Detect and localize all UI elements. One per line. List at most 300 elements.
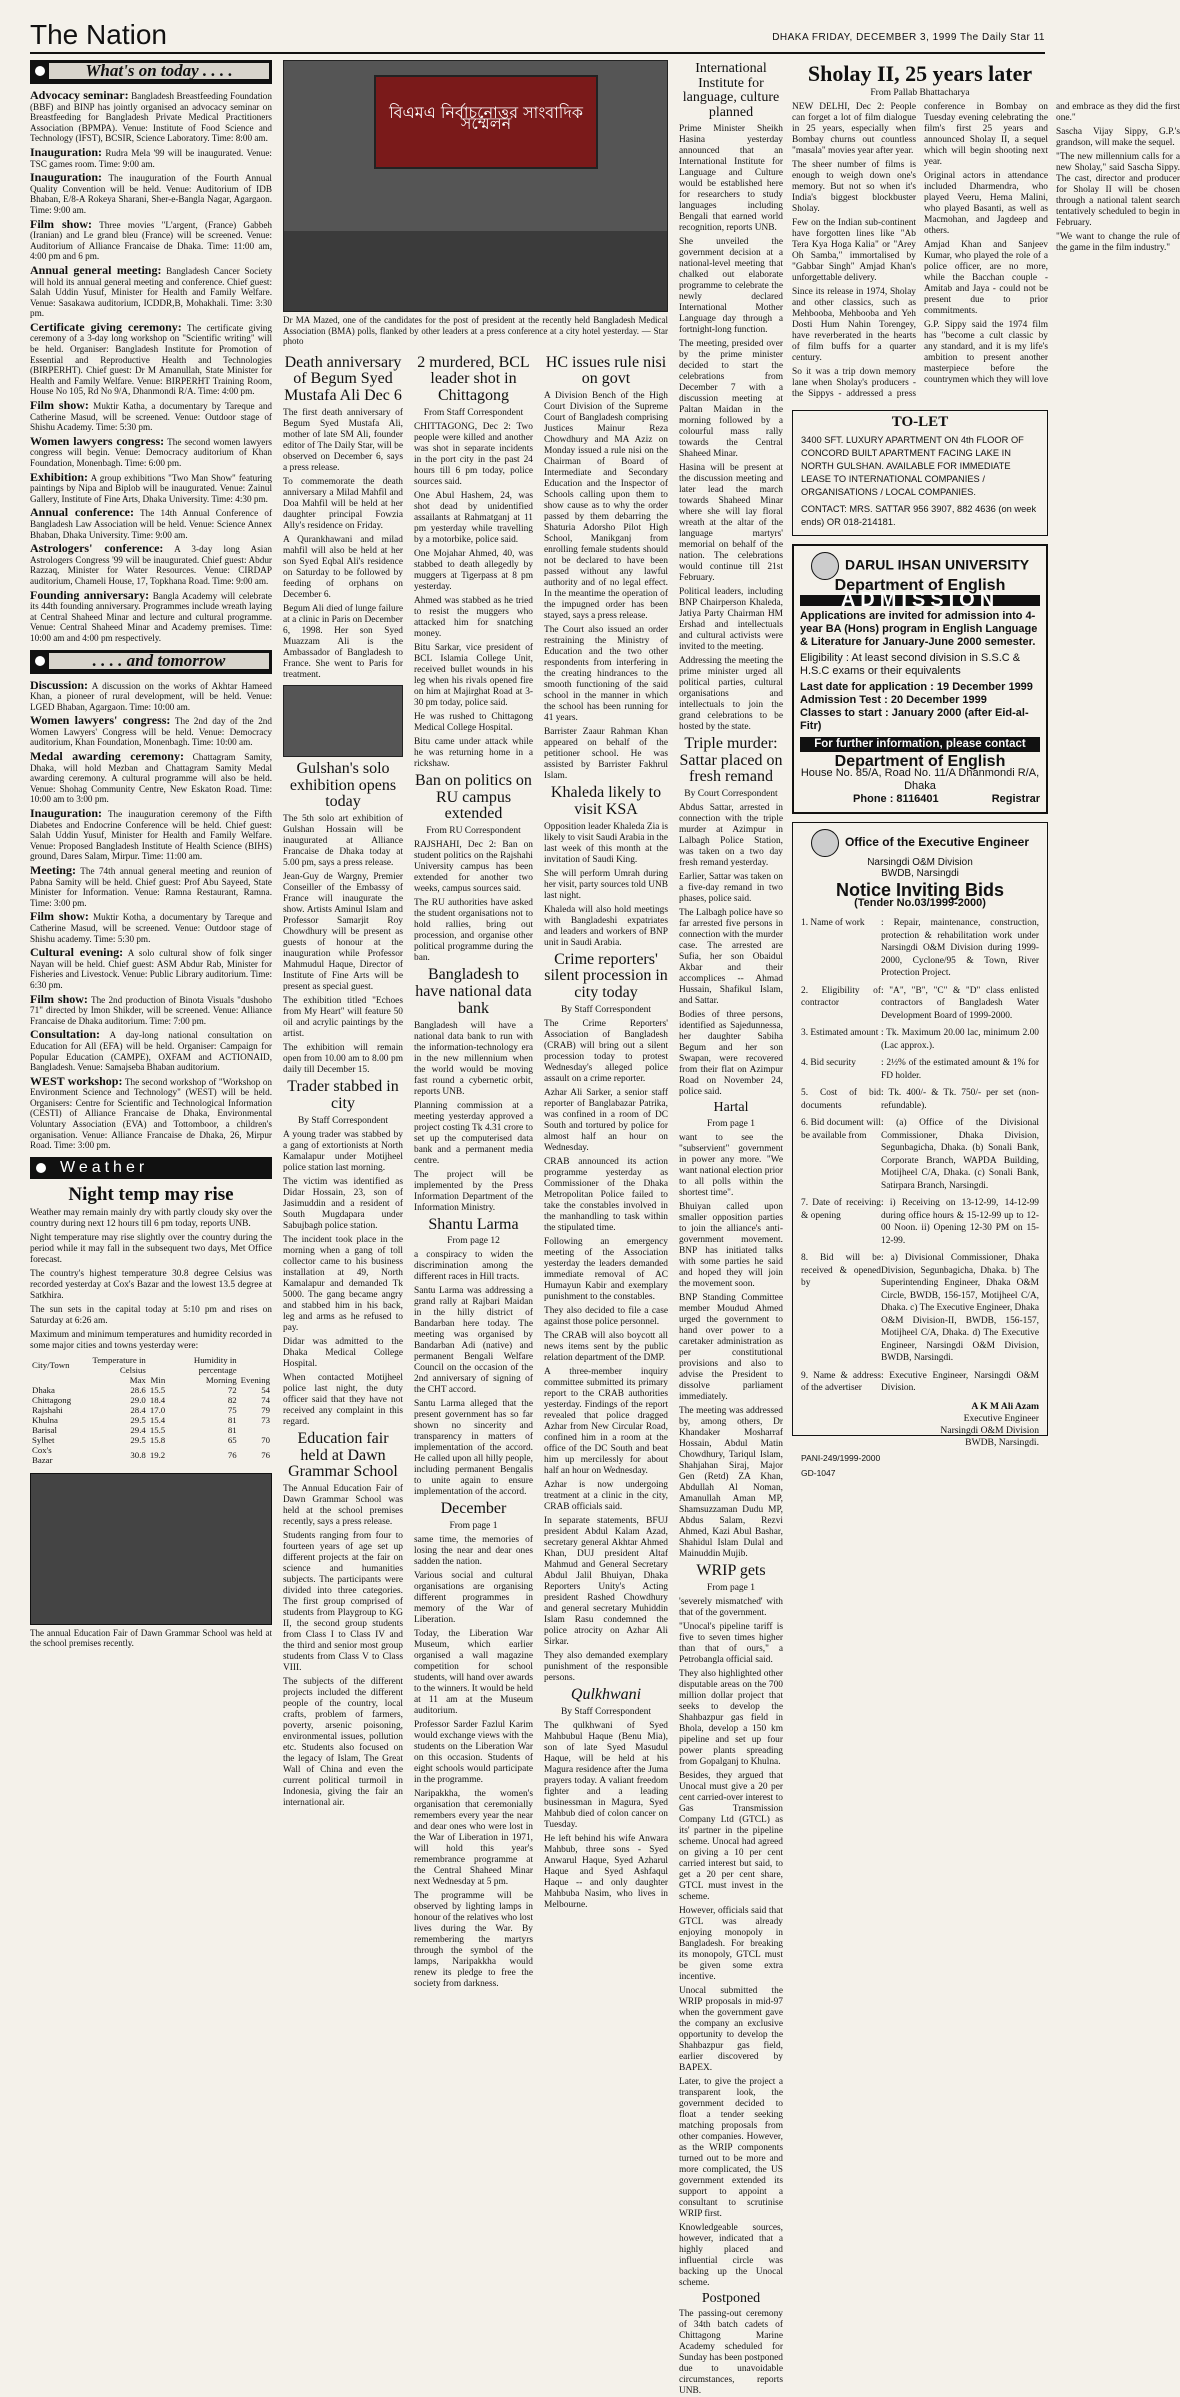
paragraph: "Unocal's pipeline tariff is five to seven times higher than that of ours," a Petrobangla official said.: [679, 1621, 783, 1665]
subcol-b: [414, 353, 533, 1990]
notice-value: : Executive Engineer, Narsingdi O&M Division.: [881, 1370, 1039, 1394]
headline-trader: Trader stabbed in city: [287, 1078, 399, 1113]
press-banner: বিএমএ নির্বাচনোত্তর সাংবাদিক সম্মেলন: [374, 75, 598, 169]
university-ad: [792, 544, 1048, 814]
event-item: [30, 172, 272, 215]
table-header-cell: Evening: [240, 1374, 270, 1385]
event-text: Three movies "L'argent, (France) Gabbeh (Iranian) and Le grand bleu (France) will be screened. Venue: Auditorium of Alliance Francaise de Dhaka. Time: 11:00 am, 4:00 pm and 6 pm.: [30, 219, 273, 262]
event-label: Film show:: [30, 216, 92, 231]
event-text: The certificate giving ceremony of a 3-day long workshop on "Scientific writing" will be held. Organiser: Bangladesh Institute for Promotion of Essential and Reproductive Health and Technologies (BIRPERHT). Chief guest: Dr M Amanullah, State Minister for Health and Family Welfare. Venue: BIRPERHT Training Room, House No 105, Rd No 9/A, Dhanmondi R/A. Time: 4:00 pm.: [30, 322, 272, 397]
paragraph: Barrister Zaaur Rahman Khan appeared on behalf of the petitioner school. He was assisted by Barrister Fakhrul Islam.: [544, 727, 668, 782]
weather-table: [30, 1355, 272, 1465]
paragraph: Bangladesh will have a national data bank to run with the information-technology era in the new millennium when the world would be moving fast round a cybernetic orbit, reports UNB.: [414, 1020, 533, 1097]
admission-body: Applications are invited for admission into 4-year BA (Hons) program in English Language & Literature for January-June 2000 semester.: [800, 610, 1038, 649]
headline-ru-ban: Ban on politics on RU campus extended: [415, 771, 532, 823]
headline-khaleda: Khaleda likely to visit KSA: [550, 784, 662, 818]
paragraph: The Lalbagh police have so far arrested five persons in connection with the murder case. The arrested are Sufia, her son Obaidul Akbar and their accomplices -- Ahmad Hussain, Shafikul Islam, and Sattar.: [679, 908, 783, 1007]
contact-address: House No. 85/A, Road No. 11/A Dhanmondi R/A, Dhaka: [800, 767, 1040, 793]
table-cell: [239, 1425, 272, 1435]
notice-rows: [801, 917, 1039, 1395]
paragraph: Night temperature may rise slightly over the country during the period while it may fall in the subsequent two days, Met Office forecast.: [30, 1232, 272, 1265]
paragraph: Besides, they argued that Unocal must give a 20 per cent carried-over interest to Gas Transmission Company Ltd (GTCL) as its' partner in the pipeline scheme. Unocal had agreed on giving a 10 per cent carried interest but said, to get a 20 per cent share, GTCL must invest in the scheme.: [679, 1770, 783, 1902]
event-item: [30, 507, 272, 540]
tolet-ad: [792, 410, 1048, 536]
headline-hc-rule: HC issues rule nisi on govt: [545, 353, 667, 388]
article-ru-ban: [414, 840, 533, 964]
paragraph: "We want to change the rule of the game in the film industry.": [1056, 232, 1180, 254]
paragraph: A Qurankhawani and milad mahfil will also be held at her son Syed Eqbal Ali's residence on Saturday to be followed by feeding of orphans on December 6.: [283, 534, 403, 600]
headline-death-anniversary: Death anniversary of Begum Syed Mustafa Ali Dec 6: [284, 353, 402, 405]
from-page: From page 12: [447, 1236, 500, 1247]
paragraph: Sascha Vijay Sippy, G.P.'s grandson, will make the sequel.: [1056, 127, 1180, 149]
notice-row: [801, 1027, 1039, 1052]
article-data-bank: [414, 1021, 533, 1214]
article-crime-reporters: [544, 1019, 668, 1684]
weather-banner: Weather: [30, 1157, 272, 1179]
event-label: Inauguration:: [30, 170, 103, 185]
event-label: Founding anniversary:: [30, 587, 150, 602]
event-text: The 14th Annual Conference of Bangladesh Law Association will be held. Venue: Science Annex Bhaban, Dhaka University. Time: 9:00 am.: [30, 508, 273, 540]
weather-headline: Night temp may rise: [68, 1183, 234, 1205]
paragraph: Bodies of three persons, identified as Sajedunnessa, her daughter Sabiha Begum and her son Swapan, were recovered from their flat on Azimpur Road on November 24, police said.: [679, 1010, 783, 1098]
event-text: The inauguration ceremony of the Fifth Diabetes and Endocrine Conference will be held. Chief guest: Salah Uddin Yusuf, Minister for Health and Family Welfare. Venue: Proposed Bangladesh Institute of Health Science (BIHS) ground, Dares Salam, Mirpur. Time: 11:00 am.: [30, 809, 272, 862]
table-cell: 76: [261, 1449, 270, 1460]
notice-row: [801, 1370, 1039, 1395]
table-cell: 74: [261, 1394, 270, 1405]
article-language-institute: [679, 124, 783, 733]
event-text: A solo cultural show of folk singer Nayan will be held. Chief guest: ASM Abdur Rab, Minister for Fisheries and Livestock. Venue: Public Library auditorium. Time: 6:30 pm.: [30, 948, 272, 990]
paragraph: So it was a trip down memory lane when Sholay's producers - the Sippys - addressed a press conference in Bombay on Tuesday evening celebrating the film's first 25 years and announced Sholay II, a sequel which will begin shooting next year.: [792, 102, 1048, 400]
event-item: [30, 543, 272, 586]
photo-caption: Dr MA Mazed, one of the candidates for the post of president at the recently held Bangladesh Medical Association (BMA) polls, flanked by other leaders at a press conference at a city hotel yesterday. — Star photo: [283, 315, 668, 346]
table-cell: 70: [261, 1434, 270, 1445]
news-column: [679, 60, 783, 2397]
paragraph: The RU authorities have asked the student organisations not to hold rallies, bring out procession, and organise other political programme during the ban.: [414, 898, 533, 964]
university-logo-icon: [811, 552, 839, 580]
paragraph: Jean-Guy de Wargny, Premier Conseiller of the Embassy of France will inaugurate the show. Artists Aminul Islam and Professor Samarjit Roy Chowdhury will be present as guests of honour at the inauguration while Professor Mahmudul Haque, Director of Institute of Fine Arts will be present as special guest.: [283, 872, 403, 993]
paragraph: 'severely mismatched' with that of the government.: [679, 1596, 783, 1618]
classes-start: Classes to start : January 2000 (after Eid-al-Fitr): [800, 707, 1029, 733]
notice-value: : Tk. 400/- & Tk. 750/- per set (non-refundable).: [881, 1088, 1039, 1111]
table-cell: 81: [227, 1424, 237, 1435]
event-label: Film show:: [30, 398, 89, 413]
paragraph: Didar was admitted to the Dhaka Medical College Hospital.: [283, 1336, 403, 1369]
paragraph: The subjects of the different projects included the different people of the country, local crafts, problem of farmers, poverty, arsenic poisoning, environmental issues, pollution etc. Students also focused on the legacy of Islam, The Great Wall of China and even the current political turmoil in Indonesia, giving the fair an international air.: [283, 1677, 403, 1809]
eligibility: Eligibility : At least second division in S.S.C & H.S.C exams or their equivalents: [800, 652, 1021, 678]
paragraph: want to see the "subservient" government in power any more. "We want national election prior to all polls within the shortest time".: [679, 1132, 783, 1198]
school-fair-photo: [30, 1473, 272, 1625]
contact-banner: For further information, please contact: [800, 737, 1040, 752]
from-page: From page 1: [706, 1118, 756, 1129]
table-cell: 17.0: [149, 1404, 166, 1415]
paragraph: NEW DELHI, Dec 2: People can forget a lot of film dialogue in 25 years, especially when Bombay churns out countless "masala" movies year after year.: [792, 102, 916, 157]
table-cell: Khulna: [32, 1414, 58, 1425]
event-label: Certificate giving ceremony:: [30, 319, 182, 334]
table-cell: 30.8: [130, 1449, 146, 1460]
event-label: Film show:: [30, 909, 89, 924]
notice-value: : Tk. Maximum 20.00 lac, minimum 2.00 (Lac approx.).: [881, 1028, 1039, 1051]
event-item: [30, 1073, 273, 1151]
paragraph: Students ranging from four to fourteen years of age set up different projects at the fair on science and humanities subjects. The participants were divided into three categories. The first group comprised of students from Playgroup to KG II, the second group students from Class I to Class IV and the third and senior most group students from Class V to Class VIII.: [283, 1531, 403, 1674]
headline-triple-murder: Triple murder: Sattar placed on fresh remand: [679, 734, 783, 786]
event-item: [30, 715, 272, 748]
event-item: [30, 677, 272, 713]
headline-qulkhwani: Qulkhwani: [570, 1686, 642, 1704]
paragraph: Bitu Sarkar, vice president of BCL Islamia College Unit, received bullet wounds in his leg when his rivals opened fire on him at Majirghat Road at 3-30 pm today, police said.: [414, 642, 533, 708]
event-text: Muktir Katha, a documentary by Tareque and Catherine Masud, will be screened. Venue: Outdoor stage of Shishu Academy. Time: 5:30 pm.: [30, 401, 273, 433]
subcol-a: [283, 353, 403, 1809]
event-label: Annual general meeting:: [30, 262, 162, 277]
event-item: [30, 469, 272, 505]
paragraph: However, officials said that GTCL was already enjoying monopoly in Bangladesh. For breaking its monopoly, GTCL must be given some extra incentive.: [679, 1905, 783, 1982]
headline-shantu-larma: Shantu Larma: [428, 1215, 519, 1233]
section-title: The Nation: [30, 19, 167, 50]
event-text: Bangladesh Breastfeeding Foundation (BBF) and BINP has jointly organised an advocacy seminar on Breastfeeding for Bangladesh Private Medical Practitioners Association (BPMPA). Venue: Institute of Food Science and Technology (IFST), BCSIR, Science Laboratory. Time: 8:00 am.: [30, 91, 272, 144]
article-trader: [283, 1130, 403, 1428]
paragraph: The country's highest temperature 30.8 degree Celsius was recorded yesterday at Cox's Bazar and the lowest 13.5 degree at Satkhira.: [30, 1268, 272, 1301]
paragraph: CRAB announced its action programme yesterday as Commissioner of the Dhaka Metropolitan Police failed to take the constables involved in the manhandling to task within the stipulated time.: [544, 1157, 668, 1234]
paragraph: same time, the memories of losing the near and dear ones sadden the nation.: [414, 1535, 533, 1568]
masthead: [30, 18, 1045, 54]
paragraph: She will perform Umrah during her visit, party sources told UNB last night.: [544, 868, 668, 901]
paragraph: The Annual Education Fair of Dawn Grammar School was held at the school premises recently, says a press release.: [283, 1484, 403, 1528]
notice-row: [801, 917, 1039, 980]
article-sholay: [792, 102, 1180, 402]
event-label: Inauguration:: [30, 806, 103, 821]
headline-crime-reporters: Crime reporters' silent procession in city today: [544, 950, 668, 1002]
paragraph: To commemorate the death anniversary a Milad Mahfil and Doa Mahfil will be held at her daughter principal Fowzia Ally's residence on Friday.: [283, 476, 403, 531]
bullet-icon: [35, 66, 45, 76]
table-cell: 15.5: [149, 1424, 166, 1435]
table-header-cell: City/Town: [32, 1359, 70, 1370]
department-name: Department of English: [834, 577, 1006, 595]
paragraph: The meeting, presided over by the prime minister decided to start the celebrations from December 7 with a discussion meeting at Paltan Maidan in the morning followed by a colourful mass rally towards the Central Shaheed Minar.: [679, 338, 783, 459]
article-shantu-larma: [414, 1250, 533, 1498]
paragraph: Santu Larma was addressing a grand rally at Rajbari Maidan in the hilly district of Bandarban here today. The meeting was organised by Bandarban Adi (native) and permanent Bengali Welfare Council on the occasion of the 2nd anniversary of signing of the CHT accord.: [414, 1286, 533, 1396]
event-label: Cultural evening:: [30, 945, 124, 960]
table-cell: 29.5: [130, 1434, 146, 1445]
university-name: DARUL IHSAN UNIVERSITY: [800, 552, 1040, 580]
event-item: [30, 90, 272, 144]
paragraph: The project will be implemented by the Press Information Department of the Information Ministry.: [414, 1169, 533, 1213]
paragraph: They also demanded exemplary punishment of the responsible persons.: [544, 1651, 668, 1684]
table-cell: 79: [261, 1404, 270, 1415]
paragraph: Maximum and minimum temperatures and humidity recorded in some major cities and towns yesterday were:: [30, 1329, 272, 1351]
paragraph: The incident took place in the morning when a gang of toll collector came to his business installation at 49, North Kamalapur and demanded Tk 5000. The gang became angry and stabbed him in his back, leg and arms as he refused to pay.: [283, 1234, 403, 1333]
paragraph: They also decided to file a case against those police personnel.: [544, 1306, 668, 1328]
table-cell: Cox's Bazar: [32, 1444, 53, 1465]
contact-phone: Phone : 8116401 Registrar: [853, 793, 1040, 806]
table-cell: 82: [227, 1394, 237, 1405]
paragraph: Bhuiyan called upon smaller opposition parties to join the alliance's anti-government movement. BNP has initiated talks with some parties he said and hoped they will join the movement soon.: [679, 1201, 783, 1289]
paragraph: Political leaders, including BNP Chairperson Khaleda, Jatiya Party Chairman HM Ershad and intellectuals and cultural activists were invited to the meeting.: [679, 586, 783, 652]
paragraph: A Division Bench of the High Court Division of the Supreme Court of Bangladesh comprising Justices Mainur Reza Chowdhury and MA Aziz on Monday issued a rule nisi on the Chairman of Board of Intermediate and Secondary Education and the Inspector of Schools calling upon them to show cause as to why the order passed by them debarring the Shaturia Adorsho Pilot High School, Manikganj from enrolling female students should not be declared to have been passed without any lawful authority and of no legal effect. In the meantime the operation of the impugned order has been stayed, says a press release.: [544, 391, 668, 622]
event-label: Discussion:: [30, 677, 89, 692]
notice-row: [801, 1197, 1039, 1247]
article-hc-rule: [544, 391, 668, 782]
table-cell: 19.2: [149, 1449, 166, 1460]
event-item: [30, 262, 273, 319]
event-text: The second women lawyers congress will begin. Venue: Democracy auditorium of Khan Foundation, Monenbagh. Time: 6:00 pm.: [30, 436, 272, 468]
notice-value: : (a) Office of the Divisional Commissioner, Dhaka Division, Segunbagicha, Dhaka. (b) Sonali Bank, Corporate Branch, WAPDA Building, Motijheel C/A, Dhaka. (c) Sonali Bank, Satirpara Branch, Narsingdi.: [881, 1118, 1039, 1191]
headline-december: December: [440, 1500, 507, 1518]
notice-title: Notice Inviting Bids: [835, 880, 1004, 901]
event-text: A group exhibitions "Two Man Show" featuring paintings by Nipa and Biplob will be inaugurated. Venue: Zainul Gallery, Institute of Fine Arts, Dhaka University. Time: 4:30 pm.: [30, 472, 272, 504]
paragraph: The CRAB will also boycott all news items sent by the public relation department of the DMP.: [544, 1331, 668, 1364]
table-header-cell: Morning: [205, 1374, 237, 1385]
paragraph: Following an emergency meeting of the Association yesterday the leaders demanded immediate removal of AC Humayun Kabir and exemplary punishment to the constables.: [544, 1237, 668, 1303]
event-label: Astrologers' conference:: [30, 541, 164, 556]
byline: From Pallab Bhattacharya: [870, 88, 970, 99]
event-label: Women lawyers congress:: [30, 433, 165, 448]
event-label: Women lawyers' congress:: [30, 713, 171, 728]
signatory-title: Executive Engineer: [963, 1412, 1039, 1424]
paragraph: Amjad Khan and Sanjeev Kumar, who played the role of a police officer, are no more, while the Bacchan couple - Amitab and Jaya - could not be present due to prior commitments.: [924, 240, 1048, 317]
table-header-cell: [148, 1355, 167, 1375]
article-wrip: [679, 1597, 783, 2289]
tomorrow-events: [30, 677, 273, 1151]
paragraph: The exhibition will remain open from 10.00 am to 8.00 pm daily till December 15.: [283, 1043, 403, 1076]
paragraph: Azhar is now undergoing treatment at a clinic in the city, CRAB officials said.: [544, 1480, 668, 1513]
notice-key: 5. Cost of bid documents: [801, 1088, 881, 1111]
bullet-icon: [35, 656, 45, 666]
article-education-fair: [283, 1484, 403, 1809]
event-item: [30, 319, 272, 397]
event-text: A discussion on the works of Akhtar Hameed Khan, a pioneer of rural development, will be held. Venue: LGED Bhaban, Agargaon. Time: 10:00 am.: [30, 680, 272, 712]
byline: From RU Correspondent: [426, 826, 521, 837]
table-cell: 15.8: [149, 1434, 166, 1445]
table-cell: 65: [227, 1434, 237, 1445]
notice-key: 7. Date of receiving & opening: [801, 1198, 881, 1221]
paragraph: The Court also issued an order restraining the Ministry of Education and the two other respondents from interfering in the creating hindrances to the smooth functioning of the said school in the manner in which the school has been running for 41 years.: [544, 625, 668, 724]
table-cell: 15.5: [149, 1384, 166, 1395]
notice-row: [801, 1252, 1039, 1365]
article-december: [414, 1535, 533, 1990]
byline: By Staff Correspondent: [560, 1005, 652, 1016]
headline-hartal: Hartal: [713, 1100, 749, 1116]
headline-sholay: Sholay II, 25 years later: [807, 61, 1033, 86]
events-column: [30, 60, 273, 1649]
event-text: The 2nd day of the 2nd Women Lawyers' Congress will be held. Venue: Democracy auditorium, Khan Foundation, Monenbagh. Time: 10:00 am.: [30, 716, 272, 748]
event-label: Advocacy seminar:: [30, 88, 129, 102]
event-label: Meeting:: [30, 863, 76, 877]
byline: By Court Correspondent: [684, 789, 778, 800]
event-text: Muktir Kotha, a documentary by Tareque and Catherine Masud, will be screened. Venue: Outdoor stage of Shishu academy. Time: 5:30 pm.: [30, 912, 272, 944]
event-item: [30, 587, 272, 644]
table-cell: Barisal: [32, 1424, 57, 1435]
paragraph: The victim was identified as Didar Hossain, 23, son of Jasimuddin and a resident of South Mugdapara under Sabujbagh police station.: [283, 1176, 403, 1231]
headline-postponed: Postponed: [701, 2290, 761, 2306]
paragraph: The sheer number of films is enough to weigh down one's memory. But not so when it's India's biggest blockbuster Sholay.: [792, 160, 916, 215]
contact-department: Department of English: [834, 753, 1006, 771]
school-fair-caption: The annual Education Fair of Dawn Grammar School was held at the school premises recently.: [30, 1627, 272, 1649]
paragraph: Santu Larma alleged that the present government has so far shown no sincerity and transparency in matters of implementation of the accord. He called upon all hilly people, including permanent Bengalis to unite again to ensure implementation of the accord.: [414, 1399, 533, 1498]
paragraph: Bitu came under attack while he was returning home in a rickshaw.: [414, 736, 533, 769]
gd-ref: GD-1047: [801, 1467, 836, 1478]
paragraph: Later, to give the project a transparent look, the government decided to float a tender seeking matching proposals from other companies. However, as the WRIP components turned out to be more and more complicated, the US government extended its support to appoint a consultant to scrutinise WRIP first.: [679, 2076, 783, 2219]
table-row: [30, 1435, 272, 1445]
event-item: [30, 433, 272, 469]
notice-row: [801, 1087, 1039, 1112]
paragraph: Khaleda will also hold meetings with Bangladeshi expatriates and leaders and workers of BNP unit in Saudi Arabia.: [544, 904, 668, 948]
center-column: [283, 60, 668, 1990]
paragraph: One Abul Hashem, 24, was shot dead by unidentified assailants at Rahmatganj at 11 pm yesterday while travelling by a motorbike, police said.: [414, 490, 533, 545]
notice-inviting-bids: [792, 822, 1048, 1478]
signatory-place: BWDB, Narsingdi.: [965, 1436, 1039, 1448]
paragraph: A three-member inquiry committee submitted its primary report to the CRAB authorities yesterday. Findings of the report revealed that police dragged Azhar from New Circular Road, confined him in a room at the office of the DC South and beat him up mercilessly for about half an hour on Wednesday.: [544, 1367, 668, 1477]
event-label: Exhibition:: [30, 469, 89, 484]
tender-number: (Tender No.03/1999-2000): [854, 897, 986, 910]
paragraph: The qulkhwani of Syed Mahbubul Haque (Benu Mia), son of late Syed Masudul Haque, will be held at his Magura residence after the Juma prayers today. A valiant freedom fighter and a leading businessman in Magura, Syed Mahbub died of colon cancer on Tuesday.: [544, 1720, 668, 1830]
paragraph: RAJSHAHI, Dec 2: Ban on student politics on the Rajshahi University campus has been extended for another two weeks, campus sources said.: [414, 840, 533, 895]
event-label: WEST workshop:: [30, 1073, 123, 1088]
admission-test: Admission Test : 20 December 1999: [800, 694, 987, 707]
table-row: [30, 1425, 272, 1435]
notice-value: : Repair, maintenance, construction, protection & rehabilitation work under Narsingdi O&M Division during 1999-2000, Cyclone/95 & Town, River Protection Project.: [881, 918, 1039, 979]
paragraph: Addressing the meeting the prime minister urged all political parties, cultural organisations and intellectuals to join the grand celebrations to be hosted by the state.: [679, 655, 783, 732]
photo-people: [284, 231, 667, 311]
notice-value: : a) Divisional Commissioner, Dhaka Division, Segunbagicha, Dhaka. b) The Superintending Engineer, Dhaka O&M Circle, BWDB, 156-157, Motijheel C/A, Dhaka. c) The Executive Engineer, Dhaka O&M Division-II, BWDB, 156-157, Motijheel C/A, Dhaka. d) The Executive Engineer, Narsingdi O&M Division, BWDB, Narsingdi.: [881, 1253, 1039, 1364]
dateline: DHAKA FRIDAY, DECEMBER 3, 1999 The Daily Star 11: [772, 32, 1045, 43]
last-date: Last date for application : 19 December 1999: [800, 681, 1033, 694]
event-text: Rudra Mela '99 will be inaugurated. Venue: TSC games room. Time: 9:00 am.: [30, 147, 272, 169]
table-cell: 29.5: [130, 1414, 146, 1425]
paragraph: Various social and cultural organisations are organising different programmes in memory of the War of Liberation.: [414, 1571, 533, 1626]
article-qulkhwani: [544, 1721, 668, 1911]
paragraph: The exhibition titled "Echoes from My Heart" will feature 50 oil and acrylic paintings by the artist.: [283, 996, 403, 1040]
pani-ref: PANI-249/1999-2000: [801, 1452, 881, 1463]
press-conference-photo: [283, 60, 668, 312]
byline: From Staff Correspondent: [423, 407, 524, 418]
paragraph: G.P. Sippy said the 1974 film has "become a cult classic by any standard, and it is my life's ambition to present another masterpiece before the countrymen which they will love and embrace as they did the first one.": [924, 102, 1180, 386]
paragraph: The meeting was addressed by, among others, Dr Khandaker Mosharraf Hossain, Abdul Matin Chowdhury, Tariqul Islam, Shahjahan Siraj, Major Gen (Retd) ZA Khan, Abdullah Al Noman, Amanullah Aman MP, Shamsuzzaman Dudu MP, Abdus Salam, Rezvi Ahmed, Kazi Abul Bashar, Shahidul Islam Dulal and Mainuddin Mujib.: [679, 1405, 783, 1559]
paragraph: a conspiracy to widen the discrimination among the different races in Hill tracts.: [414, 1250, 533, 1283]
paragraph: The sun sets in the capital today at 5:10 pm and rises on Saturday at 6:26 am.: [30, 1304, 272, 1326]
table-cell: Sylhet: [32, 1434, 55, 1445]
event-item: [30, 1029, 272, 1072]
paragraph: The programme will be observed by lighting lamps in honour of the relatives who lost lives during the War. By remembering the martyrs through the symbol of the lamps, Naripakkha would renew its pledge to free the society from darkness.: [414, 1891, 533, 1990]
table-row: [30, 1395, 272, 1405]
notice-key: 2. Eligibility of contractor: [801, 985, 881, 1009]
headline-wrip: WRIP gets: [696, 1561, 766, 1579]
headline-language-institute: International Institute for language, culture planned: [682, 61, 780, 121]
article-chittagong: [414, 422, 533, 770]
notice-key: 8. Bid will be received & opened by: [801, 1253, 881, 1289]
paragraph: They also highlighted other disputable areas on the 700 million dollar project that seeks to develop the Shahbazpur gas field in Bhola, develop a 150 km pipeline and set up four power plants spreading from Gopalganj to Khulna.: [679, 1668, 783, 1767]
paragraph: Hasina will be present at the discussion meeting and later lead the march towards Shaheed Minar where she will lay floral wreath at the altar of the language martyrs' memorial on behalf of the nation. The celebrations would continue till 21st February.: [679, 462, 783, 583]
notice-key: 1. Name of work: [801, 918, 865, 929]
table-cell: 28.4: [130, 1404, 146, 1415]
paragraph: Original actors in attendance included Dharmendra, who played Veeru, Hema Malini, who played Basanti, as well as Macmohan, and Jagdeep and others.: [924, 171, 1048, 237]
notice-value: : "A", "B", "C" & "D" class enlisted contractors of Bangladesh Water Development Board of 1999-2000.: [881, 985, 1039, 1021]
paragraph: The Crime Reporters' Association of Bangladesh (CRAB) will bring out a silent procession today to protest Wednesday's alleged police assault on a crime reporter.: [544, 1019, 668, 1085]
table-row: [30, 1415, 272, 1425]
gulshan-photo: [283, 685, 403, 757]
tolet-contact: CONTACT: MRS. SATTAR 956 3907, 882 4636 (on week ends) OR 018-214181.: [801, 504, 1037, 528]
event-text: The inauguration of the Fourth Annual Quality Convention will be held. Venue: Auditorium of IDB Bhaban, E/8-A Rokeya Sharani, Sher-e-Bangla Nagar, Agargaon. Time: 9:00 am.: [30, 173, 272, 215]
table-row: [30, 1405, 272, 1415]
tolet-body: 3400 SFT. LUXURY APARTMENT ON 4th FLOOR OF CONCORD BUILT APARTMENT FACING LAKE IN NORTH GULSHAN. AVAILABLE FOR IMMEDIATE LEASE TO INTERNATIONAL COMPANIES / ORGANISATIONS / LOCAL COMPANIES.: [801, 435, 1024, 498]
paragraph: Knowledgeable sources, however, indicated that a highly placed and influential circle was backing up the Unocal scheme.: [679, 2222, 783, 2288]
tomorrow-banner: . . . . and tomorrow: [30, 650, 272, 674]
paragraph: She unveiled the government decision at a national-level meeting that chalked out elaborate programme to celebrate the newly declared International Mother Language day through a fortnight-long function.: [679, 236, 783, 335]
from-page: From page 1: [706, 1582, 756, 1593]
article-triple-murder: [679, 803, 783, 1098]
notice-row: [801, 1117, 1039, 1192]
table-cell: 29.4: [130, 1424, 146, 1435]
table-cell: Rajshahi: [32, 1404, 63, 1415]
event-text: The 2nd production of Binota Visuals "dushoho 71" directed by Imon Shikder, will be screened. Venue: Alliance Francaise de Dhaka auditorium. Time: 7:00 pm.: [30, 994, 272, 1026]
table-row: [30, 1385, 272, 1395]
weather-text: [30, 1208, 272, 1352]
paragraph: A young trader was stabbed by a gang of extortionists at North Kamalapur under Motijheel police station last morning.: [283, 1129, 403, 1173]
event-text: A 3-day long Asian Astrologers Congress '99 will be inaugurated. Chief guest: Abdur Razzaq, Minister for Water Resources. Venue: CIRDAP auditorium, Chameli House, 17, Topkhana Road. Time: 9:00 am.: [30, 544, 272, 586]
table-header-cell: Humidity in percentage: [193, 1354, 237, 1375]
paragraph: Ahmed was stabbed as he tried to resist the muggers who attacked him for snatching money.: [414, 595, 533, 639]
notice-division: Narsingdi O&M Division: [867, 857, 973, 869]
headline-gulshan: Gulshan's solo exhibition opens today: [289, 759, 397, 811]
table-header-row: [30, 1375, 272, 1385]
event-item: [30, 865, 272, 908]
paragraph: Naripakkha, the women's organisation that ceremonially remembers every year the near and dear ones who were lost in the War of Liberation in 1971, will hold this year's remembrance programme at the Central Shaheed Minar next Wednesday at 5 pm.: [414, 1789, 533, 1888]
paragraph: Few on the Indian sub-continent have forgotten lines like "Ab Tera Kya Hoga Kalia" or "Arey Oh Samba," immortalised by "Gabbar Singh" Amjad Khan's unforgettable delivery.: [792, 218, 916, 284]
article-postponed: [679, 2309, 783, 2397]
notice-key: 4. Bid security: [801, 1058, 856, 1069]
notice-key: 3. Estimated amount: [801, 1028, 879, 1039]
from-page: From page 1: [449, 1521, 498, 1532]
notice-key: 9. Name & address of the advertiser: [801, 1370, 881, 1394]
paragraph: Since its release in 1974, Sholay and other classics, such as Mehbooba, Mehbooba and Yeh Dosti Hum Nahin Torengey, have reverberated in the hearts of film buffs for a quarter century.: [792, 287, 916, 364]
article-gulshan: [283, 814, 403, 1076]
ads-column: [792, 60, 1180, 1490]
bullet-icon: [36, 1163, 46, 1173]
event-item: [30, 400, 272, 433]
table-cell: 29.0: [130, 1394, 146, 1405]
event-item: [30, 808, 272, 862]
paragraph: Azhar Ali Sarker, a senior staff reporter of Banglabazar Patrika, was confined in a room of DC South and tortured by police for almost half an hour on Wednesday.: [544, 1088, 668, 1154]
table-cell: 18.4: [149, 1394, 166, 1405]
table-cell: 76: [227, 1449, 237, 1460]
event-item: [30, 216, 273, 262]
byline: By Staff Correspondent: [297, 1115, 389, 1126]
signatory-division: Narsingdi O&M Division: [940, 1424, 1039, 1436]
byline: By Staff Correspondent: [560, 1706, 652, 1717]
paragraph: The first death anniversary of Begum Syed Mustafa Ali, mother of late SM Ali, founder editor of The Daily Star, will be observed on December 6, says a press release.: [283, 407, 403, 473]
event-text: Bangla Academy will celebrate its 44th founding anniversary. Programmes include wreath laying at Central Shaheed Minar and lecture and cultural programme. Venue: Central Shaheed Minar and Academy premises. Time: 10:00 am and 4:00 pm respectively.: [30, 590, 272, 643]
event-label: Consultation:: [30, 1027, 101, 1042]
event-text: Chattagram Samity, Dhaka, will hold Mezban and Chattagram Samity Medal awarding ceremony. A cultural programme will also be held. Venue: Shohag Community Centre, New Eskaton Road. Time: 10:00 am to 3:00 pm.: [30, 752, 272, 805]
table-header-cell: Temperature in Celsius: [92, 1354, 146, 1375]
event-label: Medal awarding ceremony:: [30, 749, 184, 764]
paragraph: He was rushed to Chittagong Medical College Hospital.: [414, 711, 533, 733]
table-cell: Dhaka: [32, 1384, 55, 1395]
table-cell: 72: [227, 1384, 237, 1395]
table-header-cell: Min: [150, 1374, 166, 1385]
table-cell: 54: [261, 1384, 270, 1395]
event-text: The 74th annual general meeting and reunion of Pabna Samity will be held. Chief guest: Prof Abu Sayeed, State Minister for Information. Venue: Ramna Restaurant, Ramna. Time: 3:00 pm.: [30, 866, 272, 908]
today-banner: What's on today . . . .: [30, 60, 272, 84]
paragraph: Weather may remain mainly dry with partly cloudy sky over the country during next 12 hours till 6 pm today, reports UNB.: [30, 1207, 272, 1229]
paragraph: One Mojahar Ahmed, 40, was stabbed to death allegedly by muggers at Tigerpass at 8 pm yesterday.: [414, 548, 533, 592]
paragraph: Unocal submitted the WRIP proposals in mid-97 when the government gave the company an exclusive opportunity to develop the Shahbazpur gas field, earlier discovered by BAPEX.: [679, 1985, 783, 2073]
notice-key: 6. Bid document will be available from: [801, 1118, 881, 1141]
event-text: The second workshop of "Workshop on Environment Science and Technology" (WEST) will be held. Organisers: Centre for Scientific and Technological Information (CESTI) of Alliance Francaise de Dhaka, Environmental Voluntary Association (EVA) and Tottomboor, a children's organisation. Venue: Alliance Francaise de Dhaka, 26, Mirpur Road. Time: 3:00 pm.: [30, 1076, 273, 1151]
event-label: Film show:: [30, 991, 88, 1006]
paragraph: Prime Minister Sheikh Hasina yesterday announced that an International Institute for Language and Culture would be established here for researchers to study languages including Bengali that earned world recognition, reports UNB.: [679, 123, 783, 233]
paragraph: "The new millennium calls for a new Sholay," said Sascha Sippy. The cast, director and producer for Sholay II will be chosen through a national talent search tentatively scheduled to begin in February.: [1056, 152, 1180, 229]
paragraph: Opposition leader Khaleda Zia is likely to visit Saudi Arabia in the last week of this month at the invitation of Saudi King.: [544, 821, 668, 865]
paragraph: Today, the Liberation War Museum, which earlier organised a wall magazine competition for school students, will hand over awards to the winners. It would be held at 11 am at the Museum auditorium.: [414, 1629, 533, 1717]
